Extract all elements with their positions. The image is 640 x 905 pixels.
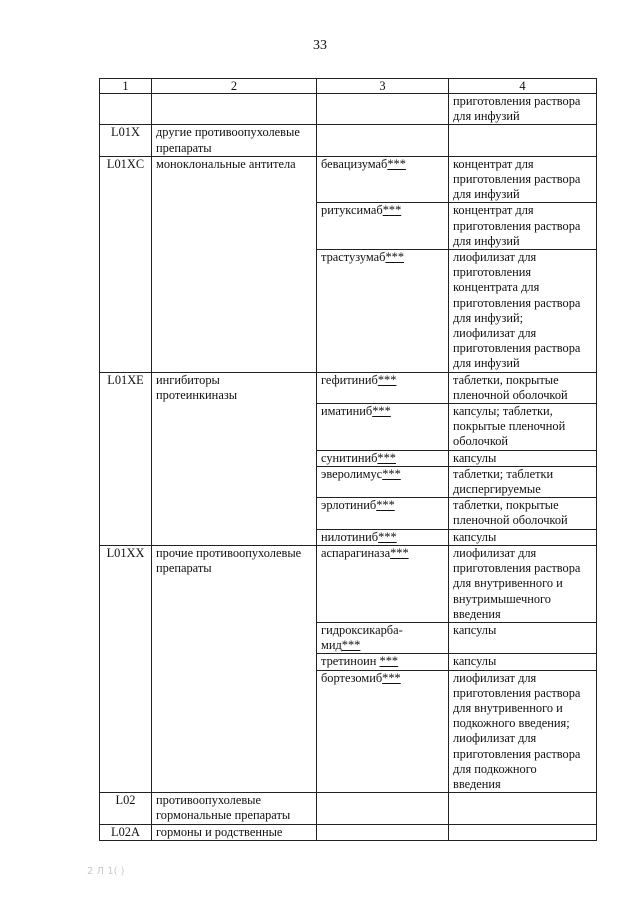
footer-mark: 2 Л 1( ) [87,866,125,877]
column-header-1: 1 [100,79,152,94]
dosage-form-cell [449,125,597,156]
drug-name: эверолимус [321,466,383,481]
column-header-4: 4 [449,79,597,94]
dosage-form-cell: лиофилизат для приготовления концентрата для приготовления раствора для инфузий; лиофилизат для приготовления раствора для инфузий [449,250,597,373]
drug-name-cell [317,156,449,203]
drug-name-cell [317,622,449,653]
drug-footnote-mark: *** [382,670,401,685]
dosage-form-cell: приготовления раствора для инфузий [449,94,597,125]
atc-code-cell: L01XX [100,545,152,792]
page-number: 33 [313,38,327,53]
atc-code-cell: L01XC [100,156,152,372]
drug-name: бортезомиб [321,670,383,685]
column-header-3: 3 [317,79,449,94]
drug-name-cell [317,466,449,497]
table-row [100,125,597,156]
table-row [100,156,597,203]
table-row [100,372,597,403]
drug-footnote-mark: *** [390,545,409,560]
drug-footnote-mark: *** [387,156,406,171]
dosage-form-cell: лиофилизат для приготовления раствора для внутривенного и подкожного введения; лиофилизат для приготовления раствора для подкожного введения [449,670,597,793]
drug-footnote-mark: *** [372,404,391,419]
group-name-cell [152,94,317,125]
atc-code-cell: L02A [100,824,152,840]
drug-name: трастузумаб [321,250,386,265]
drug-name-cell [317,94,449,125]
drug-footnote-mark: *** [377,372,397,387]
dosage-form-cell: капсулы [449,654,597,670]
drug-name: бевацизумаб [321,156,388,171]
drug-name-cell [317,824,449,840]
group-name-cell: моноклональные антитела [152,156,317,372]
drug-name-cell [317,654,449,670]
header-row [100,79,597,94]
group-name-cell: другие противоопухолевые препараты [152,125,317,156]
drug-footnote-mark: *** [376,498,395,513]
drug-name-cell [317,450,449,466]
table-row [100,94,597,125]
atc-code-cell: L01X [100,125,152,156]
dosage-form-cell: концентрат для приготовления раствора для инфузий [449,203,597,250]
drug-name: эрлотиниб [321,498,377,513]
drug-name-cell [317,372,449,403]
drug-footnote-mark: *** [382,466,401,481]
drug-name: иматиниб [321,404,373,419]
drug-name-cell [317,203,449,250]
drug-name-cell [317,498,449,529]
group-name-cell: противоопухолевые гормональные препараты [152,793,317,824]
dosage-form-cell: капсулы; таблетки, покрытые пленочной оболочкой [449,404,597,451]
dosage-form-cell [449,793,597,824]
group-name-cell: гормоны и родственные [152,824,317,840]
drug-name: третиноин [321,654,380,669]
dosage-form-cell: концентрат для приготовления раствора для инфузий [449,156,597,203]
atc-code-cell [100,94,152,125]
drug-footnote-mark: *** [378,529,397,544]
drug-footnote-mark: *** [377,450,396,465]
group-name-cell: прочие противоопухолевые препараты [152,545,317,792]
dosage-form-cell: таблетки, покрытые пленочной оболочкой [449,372,597,403]
column-header-2: 2 [152,79,317,94]
drug-classification-table [99,78,597,841]
drug-name: нилотиниб [321,529,379,544]
dosage-form-cell [449,824,597,840]
table-row [100,545,597,622]
dosage-form-cell: капсулы [449,622,597,653]
drug-name-cell [317,545,449,622]
drug-footnote-mark: *** [379,654,399,669]
drug-name-cell [317,670,449,793]
drug-name: аспарагиназа [321,545,391,560]
drug-name-cell [317,250,449,373]
drug-name-cell [317,793,449,824]
group-name-cell: ингибиторы протеинкиназы [152,372,317,545]
dosage-form-cell: лиофилизат для приготовления раствора для внутривенного и внутримышечного введения [449,545,597,622]
drug-footnote-mark: *** [341,638,361,653]
dosage-form-cell: таблетки, покрытые пленочной оболочкой [449,498,597,529]
drug-name: ритуксимаб [321,203,383,218]
dosage-form-cell: капсулы [449,450,597,466]
drug-name-cell [317,125,449,156]
drug-name: гефитиниб [321,372,378,387]
drug-name-cell [317,529,449,545]
atc-code-cell: L01XE [100,372,152,545]
table-row [100,824,597,840]
drug-name-cell [317,404,449,451]
drug-footnote-mark: *** [382,203,402,218]
dosage-form-cell: таблетки; таблетки диспергируемые [449,466,597,497]
drug-name: сунитиниб [321,450,378,465]
atc-code-cell: L02 [100,793,152,824]
drug-name: гидроксикарба- мид [321,622,403,653]
drug-footnote-mark: *** [385,250,405,265]
table-row [100,793,597,824]
dosage-form-cell: капсулы [449,529,597,545]
